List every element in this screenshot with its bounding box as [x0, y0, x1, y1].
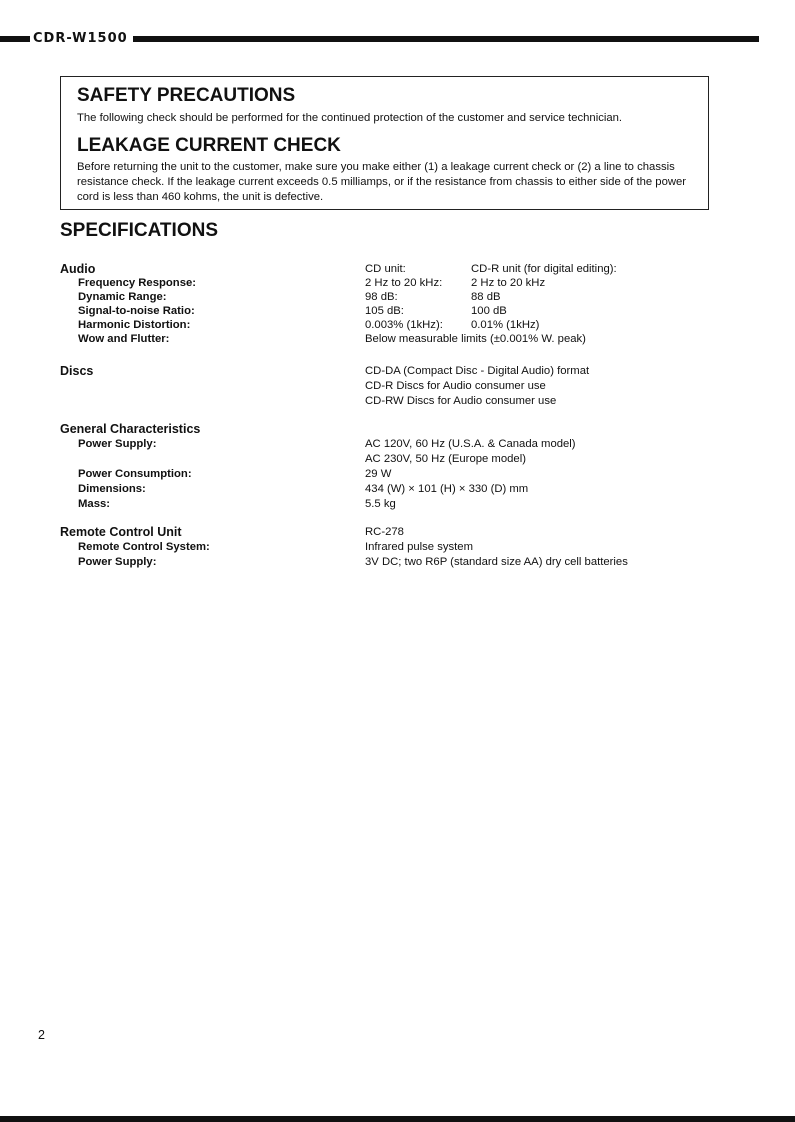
- spec-label: Power Supply:: [78, 438, 157, 450]
- cdr-unit-header: CD-R unit (for digital editing):: [471, 263, 617, 275]
- spec-value: AC 120V, 60 Hz (U.S.A. & Canada model): [365, 438, 576, 450]
- spec-row-signal-to-noise: [60, 304, 750, 318]
- remote-model-row: [60, 525, 750, 539]
- spec-value: Infrared pulse system: [365, 541, 473, 553]
- spec-value: 3V DC; two R6P (standard size AA) dry cell batteries: [365, 556, 628, 568]
- spec-row-mass: [60, 497, 750, 511]
- spec-label: Mass:: [78, 498, 111, 510]
- spec-row-power-consumption: [60, 467, 750, 481]
- spec-row-remote-power: [60, 555, 750, 569]
- spec-row-power-supply-europe: [60, 452, 750, 466]
- leakage-title: LEAKAGE CURRENT CHECK: [77, 135, 341, 156]
- safety-box: [60, 76, 709, 210]
- discs-line: [60, 364, 750, 378]
- spec-value-cdr: 88 dB: [471, 291, 501, 303]
- discs-line: [60, 379, 750, 393]
- spec-value: 5.5 kg: [365, 498, 396, 510]
- spec-row-power-supply: [60, 437, 750, 451]
- spec-label: Power Supply:: [78, 556, 157, 568]
- spec-value-cd: 0.003% (1kHz):: [365, 319, 443, 331]
- cd-unit-header: CD unit:: [365, 263, 406, 275]
- page-number: 2: [38, 1028, 45, 1042]
- leakage-text: Before returning the unit to the customer, make sure you make either (1) a leakage current check or (2) a line to chassis resistance check. If the leakage current exceeds 0.5 milliamps, or if the resistance from chassis to either side of the power cord is less than 460 kohms, the unit is defective.: [77, 161, 687, 203]
- discs-line: [60, 394, 750, 408]
- spec-value: Below measurable limits (±0.001% W. peak): [365, 333, 586, 345]
- spec-value: CD-RW Discs for Audio consumer use: [365, 395, 557, 407]
- header-bar-right: [133, 36, 759, 42]
- remote-heading: Remote Control Unit: [60, 525, 182, 539]
- spec-value-cdr: 0.01% (1kHz): [471, 319, 540, 331]
- spec-value-cdr: 2 Hz to 20 kHz: [471, 277, 546, 289]
- spec-value-cd: 2 Hz to 20 kHz:: [365, 277, 443, 289]
- spec-label: Frequency Response:: [78, 277, 197, 289]
- spec-label: Dimensions:: [78, 483, 146, 495]
- header-bar-left: [0, 36, 30, 42]
- spec-value-cd: 105 dB:: [365, 305, 404, 317]
- spec-value-cdr: 100 dB: [471, 305, 507, 317]
- spec-value: CD-DA (Compact Disc - Digital Audio) format: [365, 365, 590, 377]
- spec-value: AC 230V, 50 Hz (Europe model): [365, 453, 526, 465]
- spec-label: Dynamic Range:: [78, 291, 167, 303]
- model-name: CDR-W1500: [33, 31, 128, 46]
- spec-value: CD-R Discs for Audio consumer use: [365, 380, 546, 392]
- discs-heading: Discs: [60, 364, 94, 378]
- specifications-title: SPECIFICATIONS: [60, 220, 218, 241]
- spec-row-remote-system: [60, 540, 750, 554]
- spec-value: RC-278: [365, 526, 404, 538]
- spec-row-wow-and-flutter: [60, 332, 750, 346]
- spec-label: Wow and Flutter:: [78, 333, 170, 345]
- spec-label: Signal-to-noise Ratio:: [78, 305, 195, 317]
- footer-bar: [0, 1116, 795, 1122]
- spec-label: Power Consumption:: [78, 468, 192, 480]
- safety-title: SAFETY PRECAUTIONS: [77, 85, 296, 106]
- general-heading: General Characteristics: [60, 422, 201, 436]
- spec-value-cd: 98 dB:: [365, 291, 398, 303]
- spec-row-dynamic-range: [60, 290, 750, 304]
- spec-label: Harmonic Distortion:: [78, 319, 191, 331]
- spec-value: 29 W: [365, 468, 392, 480]
- audio-heading: Audio: [60, 262, 96, 276]
- spec-row-frequency-response: [60, 276, 750, 290]
- safety-text: The following check should be performed for the continued protection of the customer and service technician.: [77, 112, 623, 124]
- spec-row-harmonic-distortion: [60, 318, 750, 332]
- spec-value: 434 (W) × 101 (H) × 330 (D) mm: [365, 483, 529, 495]
- spec-row-dimensions: [60, 482, 750, 496]
- spec-label: Remote Control System:: [78, 541, 210, 553]
- audio-column-headers: [60, 262, 750, 276]
